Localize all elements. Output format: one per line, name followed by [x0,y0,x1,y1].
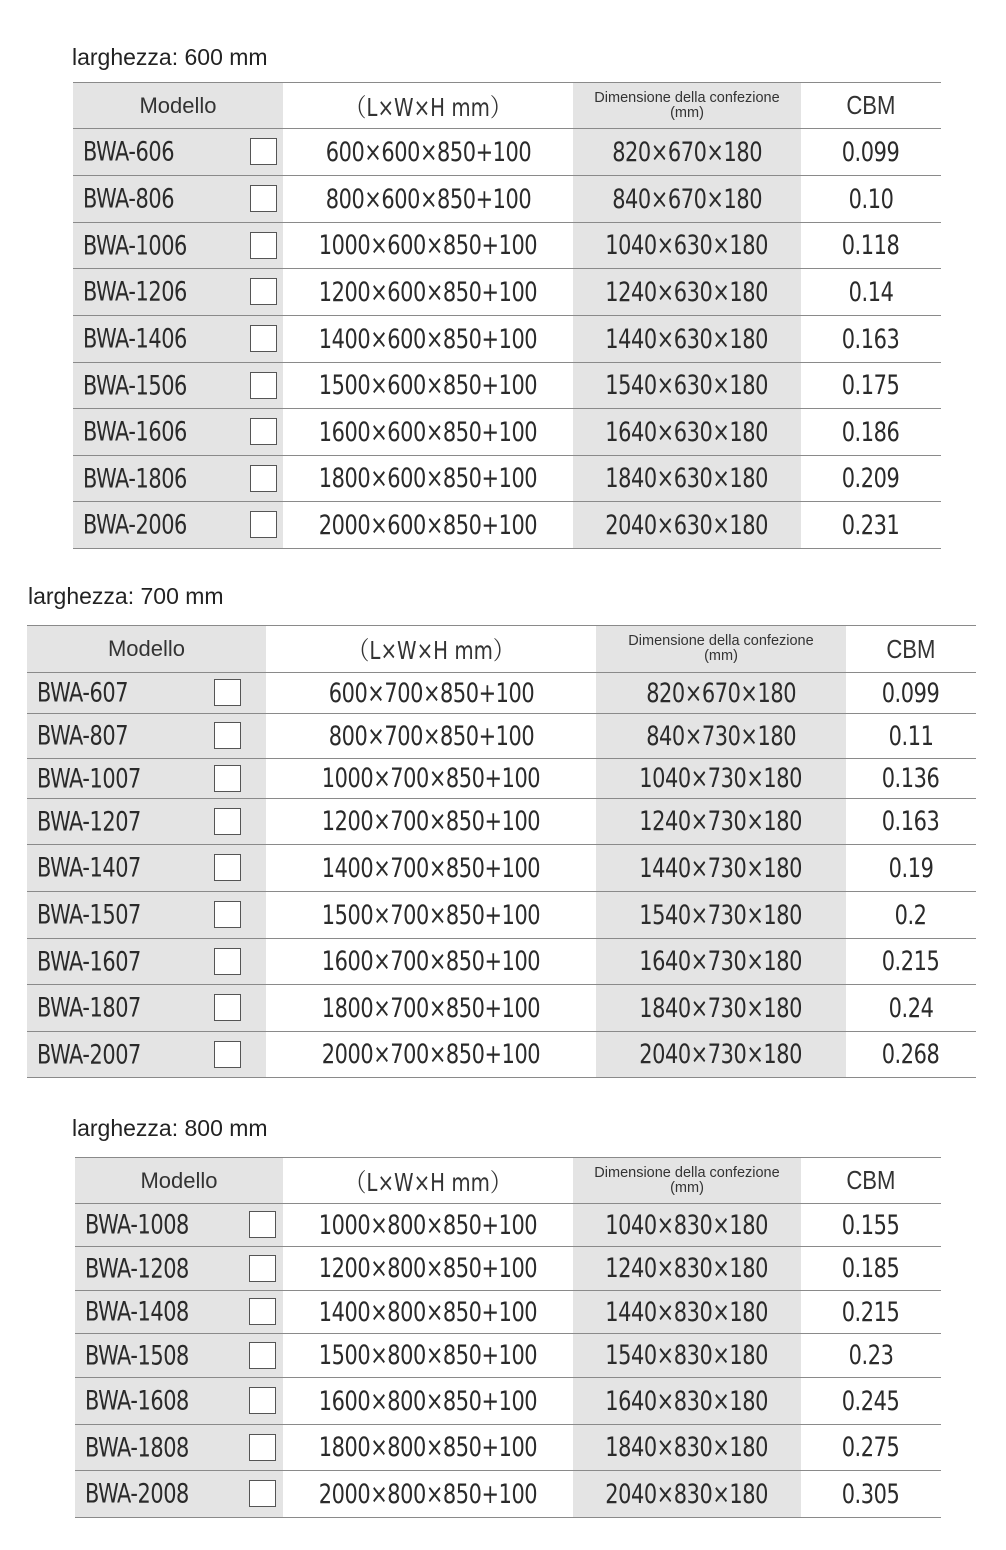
model-cell [27,799,266,845]
dimension-value: 1400×600×850+100 [318,323,538,355]
dimension-cell [283,269,573,316]
model-code: BWA-1408 [85,1296,189,1328]
header-model: Modello [75,1158,283,1204]
cbm-value: 0.23 [848,1340,894,1371]
package-cell [596,799,846,845]
select-checkbox[interactable] [250,325,277,352]
package-value: 1840×630×180 [605,463,769,494]
package-value: 1640×730×180 [639,946,803,977]
dimension-value: 800×700×850+100 [328,720,534,752]
package-value: 1840×730×180 [639,992,803,1024]
dimension-cell [266,985,596,1032]
package-cell [573,1425,801,1471]
select-checkbox[interactable] [214,1041,241,1068]
select-checkbox[interactable] [214,901,241,928]
section-title: larghezza: 600 mm [72,44,268,70]
dimension-value: 1500×700×850+100 [321,899,541,931]
model-code: BWA-1806 [83,463,187,494]
table-row [27,985,976,1032]
select-checkbox[interactable] [214,994,241,1021]
package-cell [573,176,801,223]
dimension-cell [283,176,573,223]
package-cell [573,409,801,456]
model-code: BWA-1608 [85,1385,189,1417]
package-value: 1540×830×180 [605,1340,769,1371]
cbm-cell [846,799,976,845]
cbm-cell [846,714,976,759]
dimension-cell [283,1291,573,1334]
cbm-value: 0.215 [882,946,940,977]
model-cell [75,1378,283,1425]
dimension-cell [266,939,596,985]
select-checkbox[interactable] [250,465,277,492]
cbm-value: 0.155 [842,1209,900,1241]
model-cell [75,1334,283,1378]
package-value: 2040×630×180 [605,509,769,541]
table-row [27,845,976,892]
cbm-value: 0.14 [848,276,894,308]
model-code: BWA-1406 [83,323,187,355]
model-code: BWA-1607 [37,946,141,977]
model-code: BWA-1506 [83,370,187,401]
model-code: BWA-1606 [83,416,187,448]
cbm-value: 0.215 [842,1296,900,1328]
dimension-value: 1400×700×850+100 [321,852,541,884]
model-cell [73,502,283,549]
dimension-cell [283,1425,573,1471]
table-row [27,759,976,799]
header-package-line2: (mm) [704,648,738,664]
cbm-cell [801,176,941,223]
dimension-value: 1800×800×850+100 [318,1432,538,1463]
model-cell [73,269,283,316]
cbm-value: 0.245 [842,1385,900,1417]
select-checkbox[interactable] [214,765,241,792]
dimension-cell [266,714,596,759]
package-cell [573,269,801,316]
dimension-value: 2000×600×850+100 [318,509,538,541]
cbm-cell [846,1032,976,1078]
cbm-value: 0.305 [842,1478,900,1510]
model-code: BWA-1206 [83,276,187,308]
dimension-cell [283,409,573,456]
model-cell [27,985,266,1032]
cbm-value: 0.163 [882,806,940,837]
dimension-cell [283,129,573,176]
package-cell [573,363,801,409]
dimension-value: 1200×700×850+100 [321,806,541,837]
spec-table [73,82,941,549]
dimension-value: 1200×600×850+100 [318,276,538,308]
model-cell [27,845,266,892]
dimension-cell [266,845,596,892]
model-code: BWA-2006 [83,509,187,541]
table-row [73,456,941,502]
table-row [75,1378,941,1425]
header-dimensions-label: （L×W×H mm） [347,636,515,665]
header-package-line1: Dimensione della confezione [594,1164,780,1181]
cbm-value: 0.099 [882,677,940,709]
model-code: BWA-807 [37,720,129,752]
package-cell [596,939,846,985]
model-code: BWA-1407 [37,852,141,884]
package-cell [573,1471,801,1518]
select-checkbox[interactable] [250,138,277,165]
table-row [75,1247,941,1291]
package-cell [573,502,801,549]
table-row [73,129,941,176]
package-cell [573,1378,801,1425]
table-row [27,799,976,845]
header-package [596,626,846,673]
package-value: 2040×730×180 [639,1039,803,1070]
select-checkbox[interactable] [214,854,241,881]
model-code: BWA-1207 [37,806,141,837]
dimension-cell [283,456,573,502]
model-code: BWA-1007 [37,763,141,794]
dimension-cell [283,502,573,549]
model-code: BWA-1208 [85,1253,189,1284]
cbm-value: 0.275 [842,1432,900,1463]
table-row [27,714,976,759]
model-code: BWA-806 [83,183,175,215]
dimension-cell [283,1334,573,1378]
package-cell [573,1247,801,1291]
package-value: 1640×830×180 [605,1385,769,1417]
package-cell [596,714,846,759]
model-cell [27,759,266,799]
model-code: BWA-1508 [85,1340,189,1371]
dimension-value: 1600×800×850+100 [318,1385,538,1417]
cbm-cell [801,129,941,176]
cbm-cell [801,502,941,549]
model-cell [27,892,266,939]
cbm-cell [801,456,941,502]
header-package [573,1158,801,1204]
header-model: Modello [27,626,266,673]
dimension-value: 2000×800×850+100 [318,1478,538,1510]
package-value: 1240×630×180 [605,276,769,308]
table-row [75,1471,941,1518]
model-cell [73,223,283,269]
table-row [75,1334,941,1378]
dimension-value: 1800×600×850+100 [318,463,538,494]
table-row [75,1425,941,1471]
select-checkbox[interactable] [214,808,241,835]
model-cell [27,673,266,714]
select-checkbox[interactable] [250,511,277,538]
package-value: 1040×630×180 [605,230,769,261]
header-package-line2: (mm) [670,104,704,121]
package-cell [573,1291,801,1334]
dimension-value: 1500×600×850+100 [318,370,538,401]
header-dimensions-label: （L×W×H mm） [344,92,512,122]
model-cell [75,1425,283,1471]
model-code: BWA-1808 [85,1432,189,1463]
header-cbm [801,83,941,129]
cbm-value: 0.24 [888,992,934,1024]
table-row [75,1204,941,1247]
cbm-value: 0.136 [882,763,940,794]
section-title: larghezza: 800 mm [72,1115,268,1141]
cbm-cell [801,1471,941,1518]
model-cell [73,129,283,176]
package-value: 840×730×180 [646,720,796,752]
header-dimensions-label: （L×W×H mm） [344,1167,512,1197]
cbm-cell [801,1247,941,1291]
model-cell [73,456,283,502]
table-row [73,502,941,549]
table-row [73,316,941,363]
model-cell [75,1471,283,1518]
spec-table [27,625,976,1078]
cbm-value: 0.163 [842,323,900,355]
table-row [27,1032,976,1078]
select-checkbox[interactable] [250,372,277,399]
cbm-cell [801,1378,941,1425]
select-checkbox[interactable] [249,1211,276,1238]
model-cell [27,939,266,985]
package-cell [573,456,801,502]
model-code: BWA-1006 [83,230,187,261]
cbm-value: 0.209 [842,463,900,494]
table-row [73,269,941,316]
table-row [27,673,976,714]
select-checkbox[interactable] [214,948,241,975]
dimension-value: 600×600×850+100 [325,136,531,168]
spec-table [75,1157,941,1518]
dimension-value: 1200×800×850+100 [318,1253,538,1284]
cbm-value: 0.099 [842,136,900,168]
package-cell [573,1334,801,1378]
package-cell [596,892,846,939]
select-checkbox[interactable] [250,232,277,259]
model-code: BWA-1008 [85,1209,189,1241]
header-dimensions [266,626,596,673]
package-cell [573,223,801,269]
package-value: 1040×830×180 [605,1209,769,1241]
model-code: BWA-2007 [37,1039,141,1070]
table-row [73,176,941,223]
package-cell [596,673,846,714]
package-value: 1240×730×180 [639,806,803,837]
model-code: BWA-1507 [37,899,141,931]
dimension-value: 1000×800×850+100 [318,1209,538,1241]
cbm-cell [846,845,976,892]
package-cell [596,1032,846,1078]
package-cell [573,129,801,176]
model-cell [75,1247,283,1291]
dimension-cell [283,1471,573,1518]
model-cell [73,316,283,363]
dimension-value: 1000×600×850+100 [318,230,538,261]
select-checkbox[interactable] [249,1387,276,1414]
dimension-cell [283,1247,573,1291]
dimension-value: 1500×800×850+100 [318,1340,538,1371]
cbm-cell [846,759,976,799]
model-code: BWA-1807 [37,992,141,1024]
cbm-value: 0.185 [842,1253,900,1284]
cbm-cell [801,1425,941,1471]
dimension-cell [266,759,596,799]
dimension-value: 1000×700×850+100 [321,763,541,794]
dimension-cell [266,1032,596,1078]
dimension-value: 1600×700×850+100 [321,946,541,977]
cbm-value: 0.186 [842,416,900,448]
cbm-cell [846,985,976,1032]
cbm-cell [846,939,976,985]
package-value: 1540×730×180 [639,899,803,931]
cbm-cell [801,223,941,269]
select-checkbox[interactable] [214,722,241,749]
model-code: BWA-606 [83,136,175,168]
model-cell [73,363,283,409]
package-value: 2040×830×180 [605,1478,769,1510]
model-code: BWA-607 [37,677,129,709]
model-cell [73,409,283,456]
package-value: 820×670×180 [646,677,796,709]
dimension-value: 1600×600×850+100 [318,416,538,448]
cbm-cell [801,1204,941,1247]
dimension-value: 2000×700×850+100 [321,1039,541,1070]
cbm-cell [801,316,941,363]
header-row [75,1158,941,1204]
cbm-value: 0.175 [842,370,900,401]
header-model: Modello [73,83,283,129]
package-cell [596,985,846,1032]
package-value: 1440×730×180 [639,852,803,884]
cbm-value: 0.118 [842,230,900,261]
cbm-value: 0.11 [888,720,934,752]
table-row [75,1291,941,1334]
dimension-cell [283,316,573,363]
package-cell [573,1204,801,1247]
header-cbm-label: CBM [846,1165,896,1195]
header-package-line2: (mm) [670,1179,704,1196]
select-checkbox[interactable] [249,1480,276,1507]
dimension-cell [283,363,573,409]
cbm-value: 0.268 [882,1039,940,1070]
select-checkbox[interactable] [249,1255,276,1282]
package-value: 840×670×180 [612,183,762,215]
dimension-cell [283,1378,573,1425]
model-code: BWA-2008 [85,1478,189,1510]
select-checkbox[interactable] [250,185,277,212]
cbm-value: 0.2 [895,899,927,931]
cbm-value: 0.10 [848,183,894,215]
header-cbm-label: CBM [886,633,936,664]
select-checkbox[interactable] [249,1434,276,1461]
header-package [573,83,801,129]
model-cell [75,1291,283,1334]
model-cell [27,1032,266,1078]
header-row [27,626,976,673]
dimension-value: 800×600×850+100 [325,183,531,215]
cbm-cell [846,892,976,939]
header-package-line1: Dimensione della confezione [628,633,814,649]
select-checkbox[interactable] [249,1298,276,1325]
dimension-value: 600×700×850+100 [328,677,534,709]
select-checkbox[interactable] [249,1342,276,1369]
dimension-cell [266,892,596,939]
cbm-cell [801,1291,941,1334]
header-cbm [846,626,976,673]
header-package-line1: Dimensione della confezione [594,89,780,106]
dimension-cell [283,1204,573,1247]
table-row [73,363,941,409]
model-cell [27,714,266,759]
dimension-cell [283,223,573,269]
package-value: 1640×630×180 [605,416,769,448]
cbm-cell [846,673,976,714]
select-checkbox[interactable] [214,679,241,706]
dimension-cell [266,673,596,714]
package-value: 1240×830×180 [605,1253,769,1284]
cbm-value: 0.19 [888,852,934,884]
header-dimensions [283,1158,573,1204]
model-cell [73,176,283,223]
package-value: 820×670×180 [612,136,762,168]
package-cell [596,845,846,892]
header-cbm [801,1158,941,1204]
table-row [73,223,941,269]
table-row [27,939,976,985]
dimension-cell [266,799,596,845]
package-value: 1440×830×180 [605,1296,769,1328]
package-cell [573,316,801,363]
header-row [73,83,941,129]
package-value: 1440×630×180 [605,323,769,355]
package-cell [596,759,846,799]
cbm-cell [801,409,941,456]
dimension-value: 1800×700×850+100 [321,992,541,1024]
model-cell [75,1204,283,1247]
package-value: 1840×830×180 [605,1432,769,1463]
package-value: 1540×630×180 [605,370,769,401]
cbm-cell [801,363,941,409]
table-row [73,409,941,456]
cbm-cell [801,1334,941,1378]
cbm-value: 0.231 [842,509,900,541]
select-checkbox[interactable] [250,418,277,445]
cbm-cell [801,269,941,316]
section-title: larghezza: 700 mm [28,583,224,609]
header-cbm-label: CBM [846,90,896,120]
table-row [27,892,976,939]
dimension-value: 1400×800×850+100 [318,1296,538,1328]
header-dimensions [283,83,573,129]
select-checkbox[interactable] [250,278,277,305]
package-value: 1040×730×180 [639,763,803,794]
